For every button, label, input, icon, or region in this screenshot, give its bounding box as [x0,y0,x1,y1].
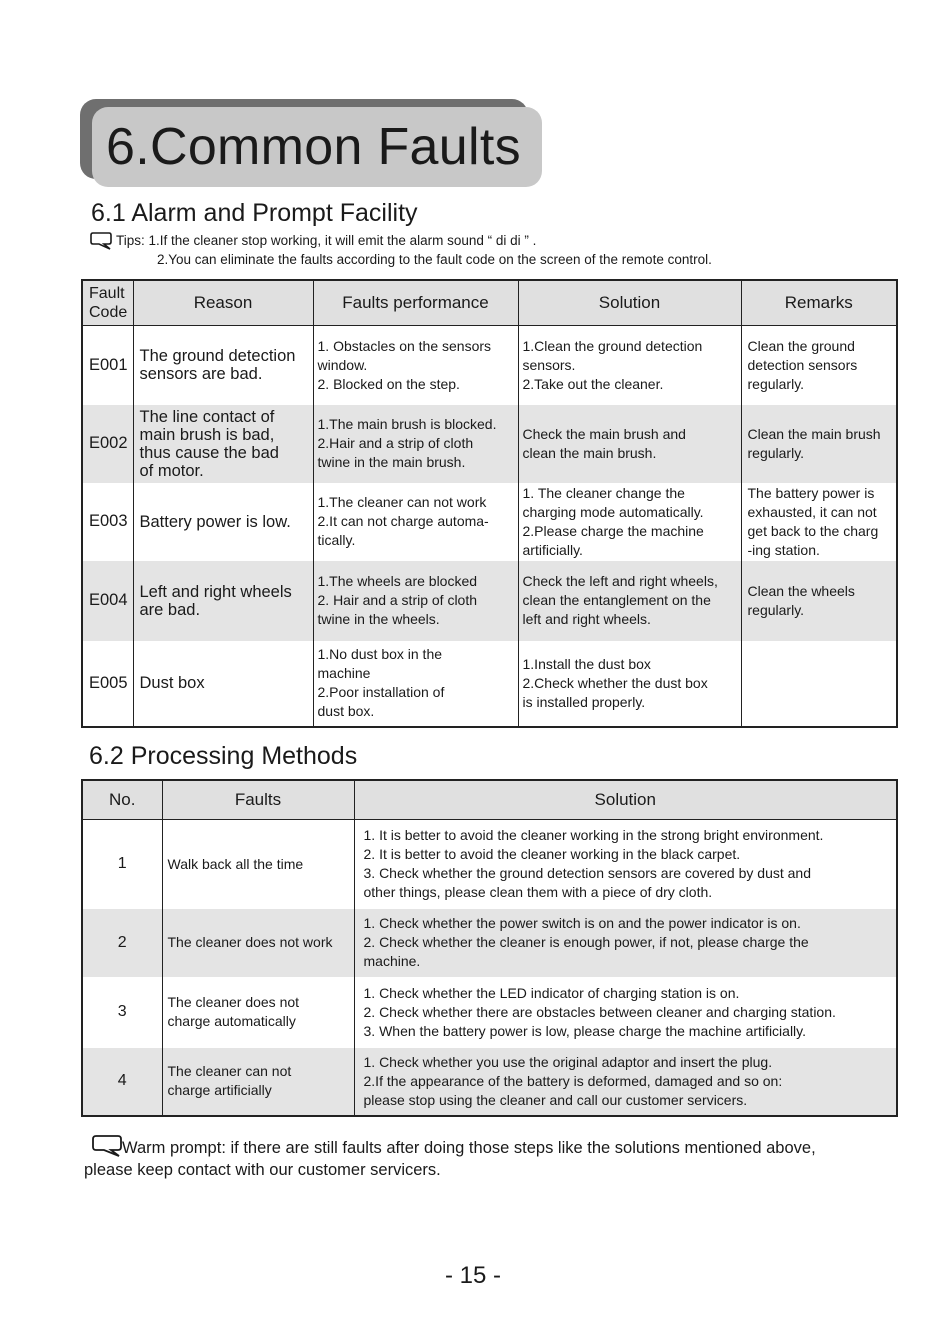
table-row [82,820,897,909]
fault-performance: 1.The wheels are blocked 2. Hair and a strip of cloth twine in the wheels. [313,561,518,641]
row-number: 3 [82,977,162,1048]
tips-line-1: Tips: 1.If the cleaner stop working, it will emit the alarm sound “ di di ” . [116,233,537,248]
table-row [82,561,897,641]
fault-code: E004 [82,561,133,641]
fault-remarks [741,641,897,727]
table-row [82,405,897,483]
row-number: 4 [82,1048,162,1116]
fault-remarks: The battery power is exhausted, it can not get back to the charg -ing station. [741,483,897,561]
fault-code: E002 [82,405,133,483]
fault-remarks: Clean the ground detection sensors regularly. [741,326,897,405]
row-solution: 1. Check whether the power switch is on and the power indicator is on. 2. Check whether the cleaner is enough power, if not, please charge the machine. [354,909,897,977]
tips-line-2: 2.You can eliminate the faults according to the fault code on the screen of the remote control. [157,252,712,267]
section-heading-alarm: 6.1 Alarm and Prompt Facility [91,199,418,227]
warm-prompt-text: Warm prompt: if there are still faults after doing those steps like the solutions mentioned above, please keep contact with our customer servicers. [84,1139,816,1179]
fault-performance: 1.No dust box in the machine 2.Poor installation of dust box. [313,641,518,727]
row-solution: 1. Check whether you use the original adaptor and insert the plug. 2.If the appearance of the battery is deformed, damaged and so on: please stop using the cleaner and call our customer servicers. [354,1048,897,1116]
fault-remarks: Clean the wheels regularly. [741,561,897,641]
row-solution: 1. It is better to avoid the cleaner working in the strong bright environment. 2. It is better to avoid the cleaner working in the black carpet. 3. Check whether the ground detection sensors are covered by dust and other things, please clean them with a piece of dry cloth. [354,820,897,909]
fault-solution: 1.Install the dust box 2.Check whether the dust box is installed properly. [518,641,741,727]
page-title: 6.Common Faults [106,118,521,176]
fault-remarks: Clean the main brush regularly. [741,405,897,483]
header-remarks: Remarks [741,280,897,326]
fault-code: E001 [82,326,133,405]
table-row [82,641,897,727]
header-reason: Reason [133,280,313,326]
table-row [82,909,897,977]
fault-solution: 1.Clean the ground detection sensors. 2.Take out the cleaner. [518,326,741,405]
row-number: 2 [82,909,162,977]
fault-reason: Left and right wheels are bad. [133,561,313,641]
fault-table-header [82,280,897,326]
header-solution: Solution [354,780,897,820]
fault-reason: The ground detection sensors are bad. [133,326,313,405]
fault-reason: Battery power is low. [133,483,313,561]
tips-block [90,231,712,269]
speech-bubble-icon [90,232,112,250]
fault-reason: Dust box [133,641,313,727]
processing-methods-table [81,779,898,1117]
row-fault: The cleaner can not charge artificially [162,1048,354,1116]
row-solution: 1. Check whether the LED indicator of charging station is on. 2. Check whether there are obstacles between cleaner and charging station. 3. When the battery power is low, please charge the machine artificially. [354,977,897,1048]
warm-prompt [84,1137,904,1181]
speech-bubble-icon [92,1135,122,1157]
fault-solution: Check the left and right wheels, clean the entanglement on the left and right wheels. [518,561,741,641]
row-fault: The cleaner does not work [162,909,354,977]
row-fault: Walk back all the time [162,820,354,909]
table-row [82,326,897,405]
table-row [82,1048,897,1116]
fault-performance: 1. Obstacles on the sensors window. 2. Blocked on the step. [313,326,518,405]
table-row [82,483,897,561]
page-number: - 15 - [444,1262,501,1289]
fault-performance: 1.The cleaner can not work 2.It can not charge automa- tically. [313,483,518,561]
header-no: No. [82,780,162,820]
header-fault-code: Fault Code [82,280,133,326]
fault-code: E003 [82,483,133,561]
section-heading-processing: 6.2 Processing Methods [89,742,358,770]
fault-code: E005 [82,641,133,727]
processing-table-header [82,780,897,820]
header-faults: Faults [162,780,354,820]
chapter-title-tab [80,99,542,187]
fault-solution: Check the main brush and clean the main brush. [518,405,741,483]
fault-solution: 1. The cleaner change the charging mode automatically. 2.Please charge the machine artificially. [518,483,741,561]
header-performance: Faults performance [313,280,518,326]
fault-code-table [81,279,898,728]
row-number: 1 [82,820,162,909]
fault-reason: The line contact of main brush is bad, thus cause the bad of motor. [133,405,313,483]
row-fault: The cleaner does not charge automatically [162,977,354,1048]
fault-performance: 1.The main brush is blocked. 2.Hair and a strip of cloth twine in the main brush. [313,405,518,483]
table-row [82,977,897,1048]
header-solution: Solution [518,280,741,326]
